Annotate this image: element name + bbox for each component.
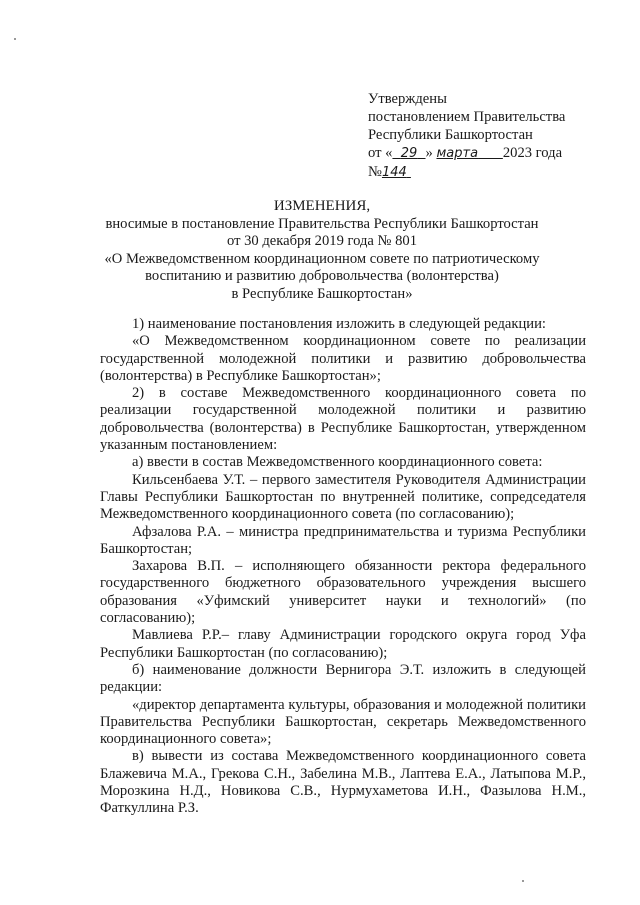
paragraph: Захарова В.П. – исполняющего обязанности ректора федерального государственного бюджетного образовательного учреждения высшего образования «Уфимский университет науки и технологий» (по согласованию); — [100, 558, 586, 627]
paragraph: Афзалова Р.А. – министра предпринимательства и туризма Республики Башкортостан; — [100, 523, 586, 557]
title-heading: ИЗМЕНЕНИЯ, — [273, 198, 371, 214]
paragraph: Мавлиева Р.Р.– главу Администрации городского округа город Уфа Республики Башкортостан (по согласованию); — [100, 627, 586, 661]
paragraph: 1) наименование постановления изложить в следующей редакции: — [132, 316, 546, 332]
date-day: 29 — [400, 146, 418, 161]
paragraph: «О Межведомственном координационном совете по реализации государственной молодежной политики и развитию добровольчества (волонтерства) в Республике Башкортостан»; — [100, 333, 586, 384]
paragraph: 2) в составе Межведомственного координационного совета по реализации государственной молодежной политики и развитию добровольчества (волонтерства) в Республике Башкортостан, утвержденном указанным постановлением: — [100, 385, 586, 454]
title-line-3: «О Межведомственном координационном совете по патриотическому — [104, 250, 540, 267]
number-prefix: № — [368, 164, 382, 180]
scan-speck — [522, 880, 524, 882]
paragraph: б) наименование должности Вернигора Э.Т. изложить в следующей редакции: — [100, 661, 586, 696]
title-line-4: воспитанию и развитию добровольчества (волонтерства) — [145, 268, 499, 284]
document-body — [100, 316, 586, 818]
paragraph: в) вывести из состава Межведомственного координационного совета Блажевича М.А., Грекова С.Н., Забелина М.В., Лаптева Е.А., Латыпова М.Р., Морозкина Н.Д., Новикова С.В., Нурмухаметова И.Н., Фазылова Н.М., Фаткуллина Р.З. — [100, 748, 586, 817]
title-line-2: от 30 декабря 2019 года № 801 — [226, 233, 418, 249]
approval-stamp — [368, 90, 565, 182]
paragraph: а) ввести в состав Межведомственного координационного совета: — [132, 454, 543, 471]
paragraph: Кильсенбаева У.Т. – первого заместителя Руководителя Администрации Главы Республики Башкортостан по внутренней политике, сопредседателя Межведомственного координационного совета (по согласованию); — [100, 471, 586, 523]
date-prefix: от « — [368, 145, 393, 161]
number-value: 144 — [381, 165, 407, 180]
approval-number — [368, 163, 565, 182]
date-year: 2023 года — [502, 145, 563, 161]
scan-speck — [14, 38, 16, 40]
approval-line-3: Республики Башкортостан — [368, 127, 533, 143]
title-line-5: в Республике Башкортостан» — [231, 285, 413, 302]
date-month: марта — [436, 146, 479, 161]
approval-date — [368, 144, 565, 163]
approval-line-1: Утверждены — [368, 91, 447, 107]
paragraph: «директор департамента культуры, образования и молодежной политики Правительства Республики Башкортостан, секретарь Межведомственного координационного совета»; — [100, 696, 586, 748]
date-mid: » — [425, 145, 437, 161]
approval-line-2: постановлением Правительства — [368, 109, 566, 125]
title-line-1: вносимые в постановление Правительства Республики Башкортостан — [105, 215, 539, 232]
document-title — [92, 198, 552, 303]
